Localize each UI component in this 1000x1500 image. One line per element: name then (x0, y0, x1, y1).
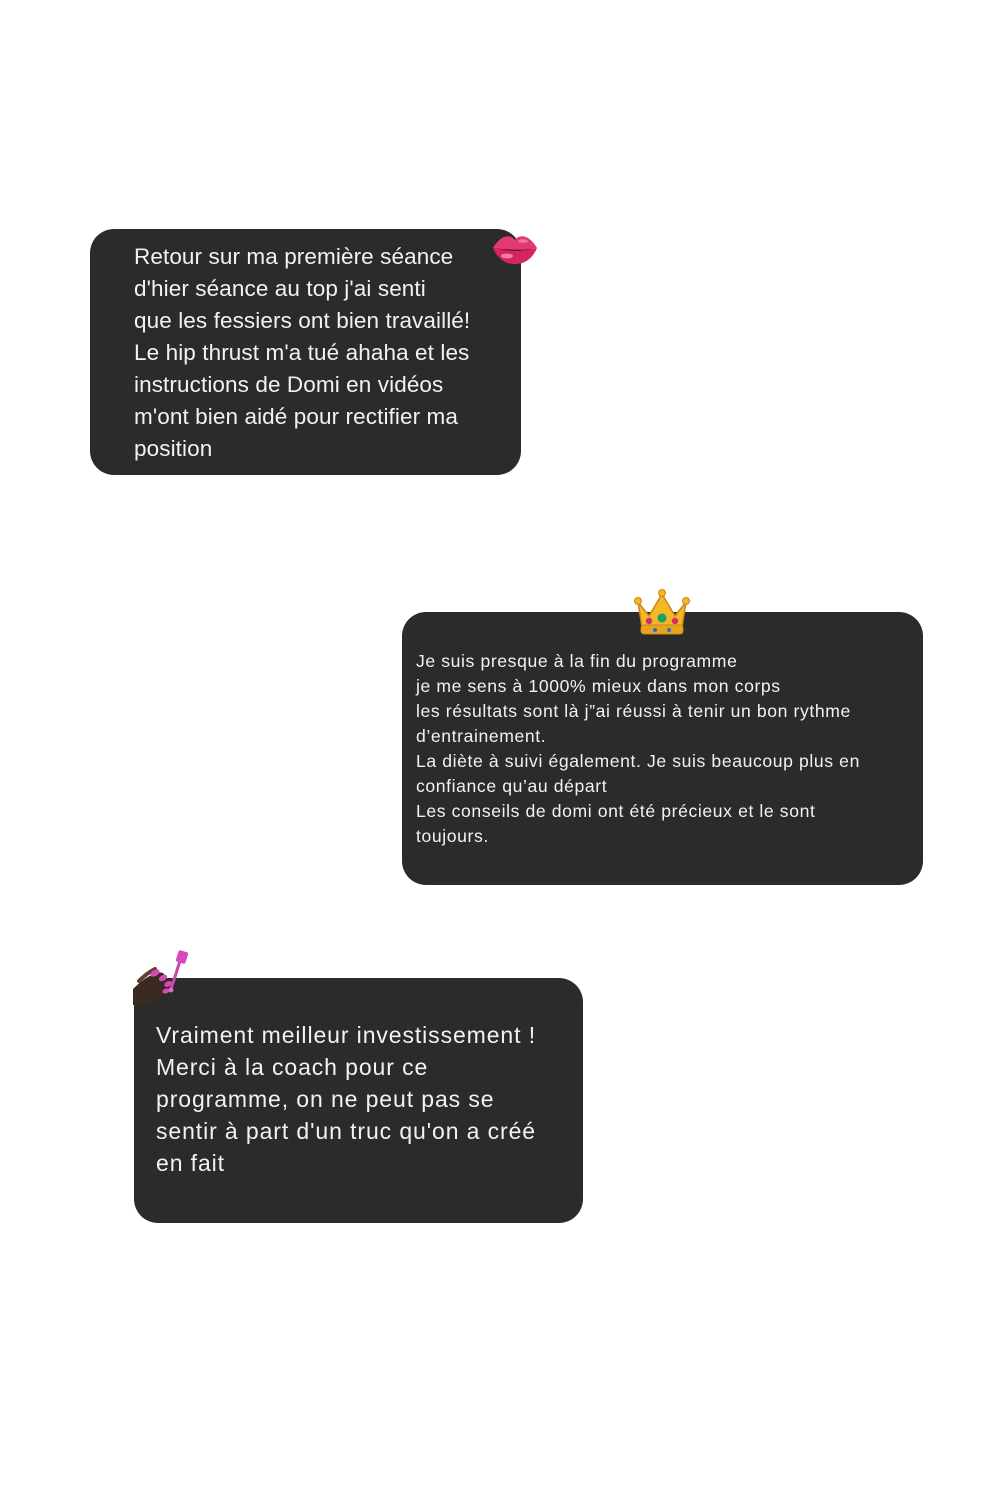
message-bubble-2 (402, 612, 923, 885)
message-text-3: Vraiment meilleur investissement ! Merci à la coach pour ce programme, on ne peut pas se sentir à part d'un truc qu'on a créé en fait (156, 1022, 536, 1176)
message-bubble-1 (90, 229, 521, 475)
message-bubble-3 (134, 978, 583, 1223)
message-text-1: Retour sur ma première séance d'hier séance au top j'ai senti que les fessiers ont bien travaillé! Le hip thrust m'a tué ahaha et les instructions de Domi en vidéos m'ont bien aidé pour rectifier ma position (134, 244, 471, 461)
nail-polish-icon (133, 949, 191, 1005)
lips-icon (491, 231, 539, 265)
crown-icon (633, 586, 691, 636)
message-text-2: Je suis presque à la fin du programme je me sens à 1000% mieux dans mon corps les résultats sont là j”ai réussi à tenir un bon rythme d’entrainement. La diète à suivi également. Je suis beaucoup plus en confiance qu’au départ Les conseils de domi ont été précieux et le sont toujours. (416, 651, 860, 846)
